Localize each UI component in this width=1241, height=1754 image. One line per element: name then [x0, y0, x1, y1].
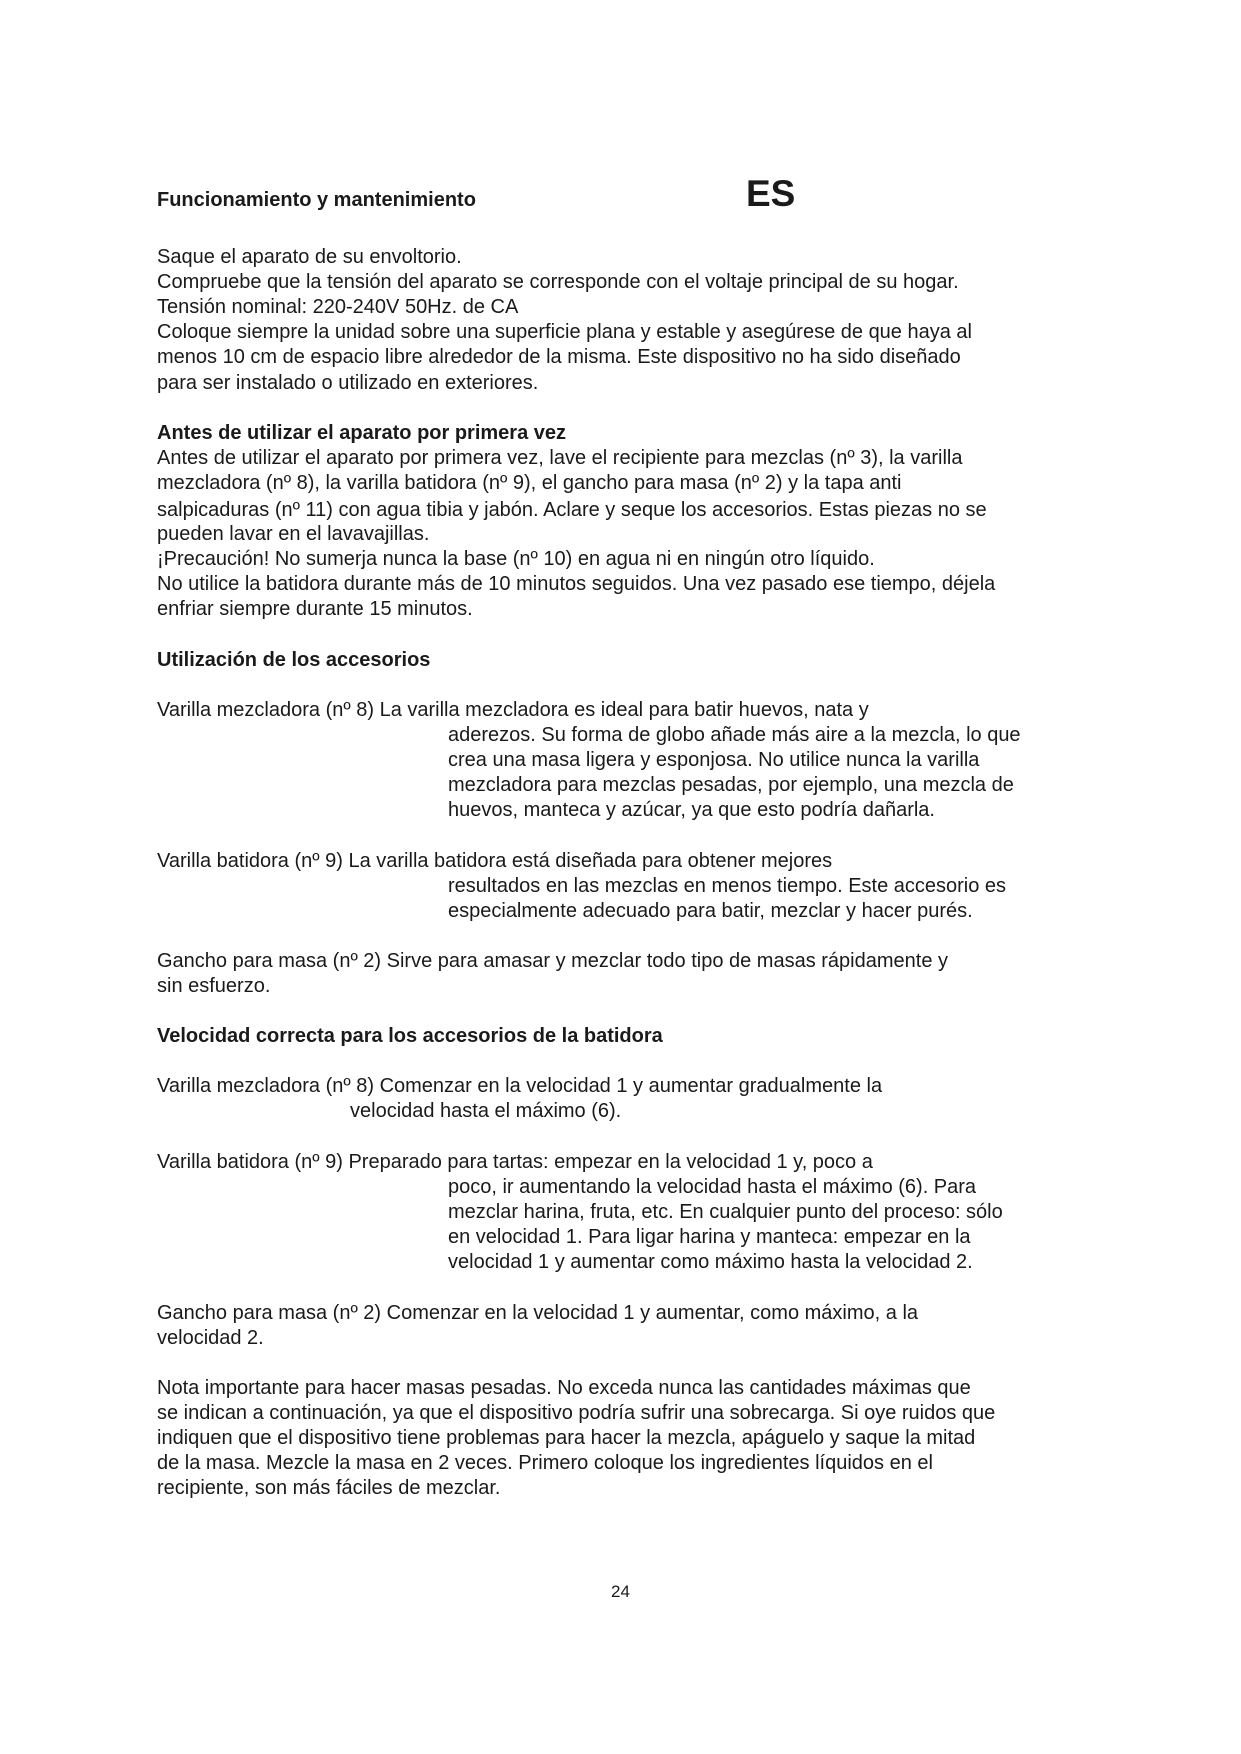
note-line: indiquen que el dispositivo tiene problemas para hacer la mezcla, apáguelo y saque la mitad — [157, 1427, 976, 1449]
accessory-whisk: huevos, manteca y azúcar, ya que esto podría dañarla. — [448, 799, 935, 821]
page-number: 24 — [611, 1582, 630, 1601]
note-line: de la masa. Mezcle la masa en 2 veces. Primero coloque los ingredientes líquidos en el — [157, 1452, 933, 1474]
note-line: se indican a continuación, ya que el dispositivo podría sufrir una sobrecarga. Si oye ruidos que — [157, 1402, 996, 1424]
accessory-whisk: crea una masa ligera y esponjosa. No utilice nunca la varilla — [448, 749, 980, 771]
first-use-line: mezcladora (nº 8), la varilla batidora (nº 9), el gancho para masa (nº 2) y la tapa anti — [157, 472, 902, 494]
speed-beater: en velocidad 1. Para ligar harina y manteca: empezar en la — [448, 1226, 971, 1248]
accessory-beater: resultados en las mezclas en menos tiempo. Este accesorio es — [448, 875, 1007, 897]
first-use-line: salpicaduras (nº 11) con agua tibia y jabón. Aclare y seque los accesorios. Estas piezas no se — [157, 499, 987, 521]
speed-beater: Varilla batidora (nº 9) Preparado para tartas: empezar en la velocidad 1 y, poco a — [157, 1151, 873, 1173]
first-use-line: enfriar siempre durante 15 minutos. — [157, 598, 473, 620]
speed-whisk: Varilla mezcladora (nº 8) Comenzar en la velocidad 1 y aumentar gradualmente la — [157, 1075, 883, 1097]
accessory-whisk: Varilla mezcladora (nº 8) La varilla mezcladora es ideal para batir huevos, nata y — [157, 699, 869, 721]
first-use-line: pueden lavar en el lavavajillas. — [157, 523, 430, 545]
speed-beater: poco, ir aumentando la velocidad hasta el máximo (6). Para — [448, 1176, 977, 1198]
speed-hook: velocidad 2. — [157, 1327, 264, 1349]
intro-line: para ser instalado o utilizado en exteriores. — [157, 372, 539, 394]
first-use-line: Antes de utilizar el aparato por primera vez, lave el recipiente para mezclas (nº 3), la varilla — [157, 447, 963, 469]
note-line: recipiente, son más fáciles de mezclar. — [157, 1477, 501, 1499]
speed-beater: mezclar harina, fruta, etc. En cualquier punto del proceso: sólo — [448, 1201, 1003, 1223]
accessory-beater: especialmente adecuado para batir, mezclar y hacer purés. — [448, 900, 973, 922]
intro-line: Coloque siempre la unidad sobre una superficie plana y estable y asegúrese de que haya al — [157, 321, 972, 343]
section-title: Funcionamiento y mantenimiento — [157, 189, 476, 211]
accessory-whisk: aderezos. Su forma de globo añade más aire a la mezcla, lo que — [448, 724, 1021, 746]
language-code: ES — [746, 173, 796, 214]
first-use-heading: Antes de utilizar el aparato por primera vez — [157, 422, 567, 444]
first-use-line: No utilice la batidora durante más de 10 minutos seguidos. Una vez pasado ese tiempo, déjela — [157, 573, 996, 595]
note-line: Nota importante para hacer masas pesadas. No exceda nunca las cantidades máximas que — [157, 1377, 971, 1399]
intro-line: Tensión nominal: 220-240V 50Hz. de CA — [157, 296, 519, 318]
intro-line: menos 10 cm de espacio libre alrededor de la misma. Este dispositivo no ha sido diseñado — [157, 346, 961, 368]
accessory-whisk: mezcladora para mezclas pesadas, por ejemplo, una mezcla de — [448, 774, 1014, 796]
speed-whisk: velocidad hasta el máximo (6). — [350, 1100, 622, 1122]
speeds-heading: Velocidad correcta para los accesorios de la batidora — [157, 1025, 663, 1047]
caution-line: ¡Precaución! No sumerja nunca la base (nº 10) en agua ni en ningún otro líquido. — [157, 548, 875, 570]
speed-hook: Gancho para masa (nº 2) Comenzar en la velocidad 1 y aumentar, como máximo, a la — [157, 1302, 919, 1324]
intro-line: Saque el aparato de su envoltorio. — [157, 246, 462, 268]
accessory-beater: Varilla batidora (nº 9) La varilla batidora está diseñada para obtener mejores — [157, 850, 833, 872]
accessories-heading: Utilización de los accesorios — [157, 649, 431, 671]
accessory-hook: sin esfuerzo. — [157, 975, 271, 997]
accessory-hook: Gancho para masa (nº 2) Sirve para amasar y mezclar todo tipo de masas rápidamente y — [157, 950, 949, 972]
intro-line: Compruebe que la tensión del aparato se corresponde con el voltaje principal de su hogar. — [157, 271, 959, 293]
speed-beater: velocidad 1 y aumentar como máximo hasta la velocidad 2. — [448, 1251, 973, 1273]
